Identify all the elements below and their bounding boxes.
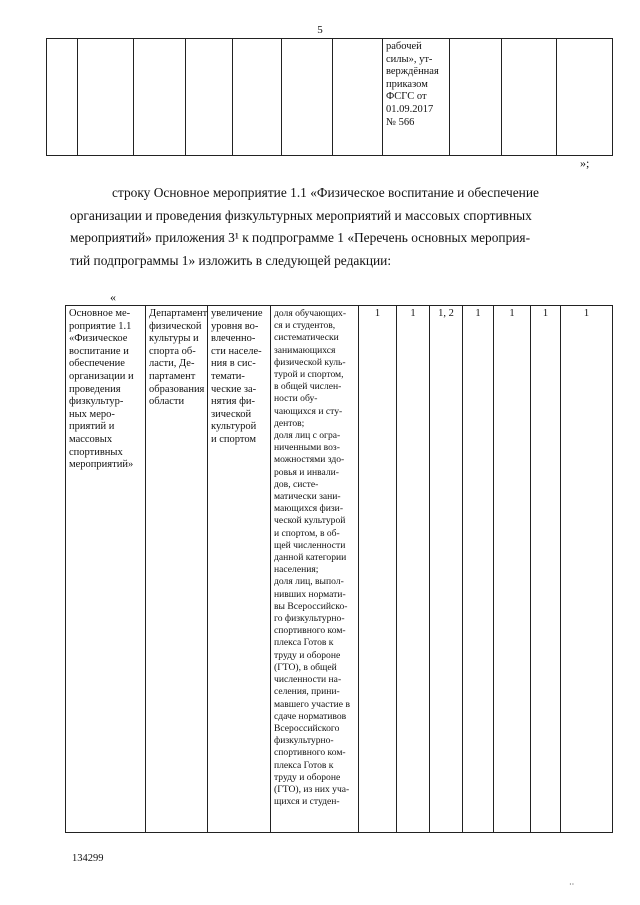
text-line: рабочей — [386, 41, 422, 52]
text-line: увеличение — [211, 308, 263, 319]
text-line: численности на- — [274, 674, 342, 686]
value-1: 1 — [374, 308, 381, 319]
value-cell — [494, 306, 531, 833]
text-line: ности обу- — [274, 393, 318, 405]
indicators-cell — [271, 306, 359, 833]
text-line: спортивного ком- — [274, 747, 346, 759]
indicators — [271, 306, 358, 810]
value-7: 1 — [583, 308, 590, 319]
value-5: 1 — [509, 308, 515, 319]
text-line: доля лиц с огра- — [274, 430, 341, 442]
text-line: плекса Готов к — [274, 759, 334, 771]
opening-quote: « — [110, 290, 116, 304]
text-line: ческие за- — [211, 383, 257, 395]
text-line: мающихся физи- — [274, 503, 344, 515]
amendment-paragraph — [70, 182, 600, 272]
table-row — [66, 306, 613, 833]
text-line: приятий и — [69, 421, 115, 433]
paragraph-line: тий подпрограммы 1» изложить в следующей редакции: — [70, 252, 392, 268]
text-line: доля обучающих- — [274, 308, 347, 319]
text-line: партамент — [149, 370, 196, 382]
table-cell — [78, 39, 134, 156]
text-line: матически зани- — [274, 491, 341, 503]
text-line: населения; — [274, 564, 319, 576]
text-line: (ГТО), в общей — [274, 661, 337, 673]
text-line: ния в сис- — [211, 358, 256, 370]
text-line: дов, систе- — [274, 478, 319, 490]
text-line: селения, прини- — [274, 686, 340, 698]
document-id: 134299 — [72, 853, 104, 864]
text-line: приказом — [386, 78, 428, 90]
text-line: зической — [211, 408, 252, 420]
text-line: физкультур- — [69, 396, 124, 408]
text-line: чающихся и сту- — [274, 405, 343, 417]
text-line: нивших нормати- — [274, 588, 346, 600]
text-line: спортивного ком- — [274, 625, 346, 637]
closing-quote: »; — [580, 156, 590, 170]
text-line: занимающихся — [274, 344, 336, 356]
text-line: Департамент — [149, 308, 208, 319]
text-line: ниченными воз- — [274, 442, 340, 454]
text-line: Основное ме- — [69, 308, 131, 319]
text-line: физической куль- — [274, 356, 346, 368]
text-line: и спортом, в об- — [274, 527, 340, 539]
paragraph-line: мероприятий» приложения 3¹ к подпрограмме 1 «Перечень основных мероприя- — [70, 230, 531, 246]
text-line: силы», ут- — [386, 53, 433, 65]
text-line: спорта об- — [149, 345, 196, 357]
executor — [146, 306, 207, 411]
value-3: 1, 2 — [438, 308, 454, 319]
text-line: щей численности — [274, 539, 346, 551]
text-line: ласти, Де- — [149, 358, 195, 370]
text-line: го физкультурно- — [274, 613, 345, 625]
paragraph-line: организации и проведения физкультурных мероприятий и массовых спортивных — [70, 207, 532, 223]
main-table — [65, 305, 613, 833]
text-line: труду и обороне — [274, 649, 341, 661]
value-cell — [430, 306, 463, 833]
measure-name-cell — [66, 306, 146, 833]
table-cell — [186, 39, 233, 156]
text-line: массовых — [69, 433, 113, 445]
text-line: спортивных — [69, 446, 123, 458]
text-line: физической — [149, 320, 202, 332]
text-line: мероприятий» — [69, 459, 134, 471]
text-line: образования — [149, 383, 205, 395]
table-cell — [47, 39, 78, 156]
document-reference-text — [383, 39, 449, 131]
text-line: вы Всероссийско- — [274, 600, 348, 612]
measure-name — [66, 306, 145, 474]
value-6: 1 — [542, 308, 549, 319]
text-line: мавшего участие в — [274, 698, 350, 710]
text-line: в общей числен- — [274, 381, 342, 393]
table-cell — [134, 39, 186, 156]
text-line: уровня во- — [211, 320, 259, 332]
text-line: воспитание и — [69, 345, 129, 357]
text-line: физкультурно- — [274, 735, 334, 747]
text-line: нятия фи- — [211, 396, 256, 408]
value-cell — [561, 306, 613, 833]
value-2: 1 — [410, 308, 416, 319]
table-cell — [282, 39, 333, 156]
value-cell — [397, 306, 430, 833]
executor-cell — [146, 306, 208, 833]
paragraph-line: строку Основное мероприятие 1.1 «Физическое воспитание и обеспечение — [112, 185, 539, 200]
text-line: ных меро- — [69, 408, 115, 420]
text-line: ФСГС от — [386, 91, 427, 103]
text-line: области — [149, 396, 185, 408]
text-line: культуры и — [149, 333, 199, 345]
text-line: культурой — [211, 421, 257, 433]
value-cell — [531, 306, 561, 833]
top-table — [46, 38, 613, 156]
text-line: темати- — [211, 370, 245, 382]
text-line: плекса Готов к — [274, 637, 334, 649]
text-line: № 566 — [386, 116, 415, 128]
value-cell — [359, 306, 397, 833]
text-line: сдаче нормативов — [274, 710, 347, 722]
table-cell-document-reference — [383, 39, 450, 156]
text-line: дентов; — [274, 417, 305, 429]
text-line: (ГТО), из них уча- — [274, 783, 350, 795]
text-line: «Физическое — [69, 333, 128, 345]
text-line: сти населе- — [211, 345, 262, 357]
text-line: ся и студентов, — [274, 320, 336, 332]
text-line: Всероссийского — [274, 722, 340, 734]
text-line: влеченно- — [211, 333, 256, 345]
text-line: и спортом — [211, 433, 257, 445]
text-line: верждённая — [386, 66, 439, 78]
value-4: 1 — [475, 308, 481, 319]
text-line: роприятие 1.1 — [69, 320, 132, 332]
page-number: 5 — [317, 24, 323, 36]
text-line: данной категории — [274, 552, 347, 564]
text-line: турой и спортом, — [274, 369, 344, 381]
table-cell — [333, 39, 383, 156]
table-row — [47, 39, 613, 156]
text-line: проведения — [69, 383, 121, 395]
corner-mark: ·· — [569, 880, 575, 889]
text-line: 01.09.2017 — [386, 103, 434, 115]
table-cell — [233, 39, 282, 156]
result-cell — [208, 306, 271, 833]
text-line: ческой культурой — [274, 515, 346, 527]
text-line: ровья и инвали- — [274, 466, 339, 478]
table-cell — [450, 39, 502, 156]
text-line: труду и обороне — [274, 771, 341, 783]
table-cell — [502, 39, 557, 156]
expected-result — [208, 306, 270, 449]
text-line: обеспечение — [69, 358, 125, 370]
text-line: систематически — [274, 332, 339, 344]
text-line: организации и — [69, 370, 134, 382]
text-line: щихся и студен- — [274, 796, 340, 808]
table-cell — [557, 39, 613, 156]
value-cell — [463, 306, 494, 833]
text-line: можностями здо- — [274, 454, 345, 466]
text-line: доля лиц, выпол- — [274, 576, 344, 588]
